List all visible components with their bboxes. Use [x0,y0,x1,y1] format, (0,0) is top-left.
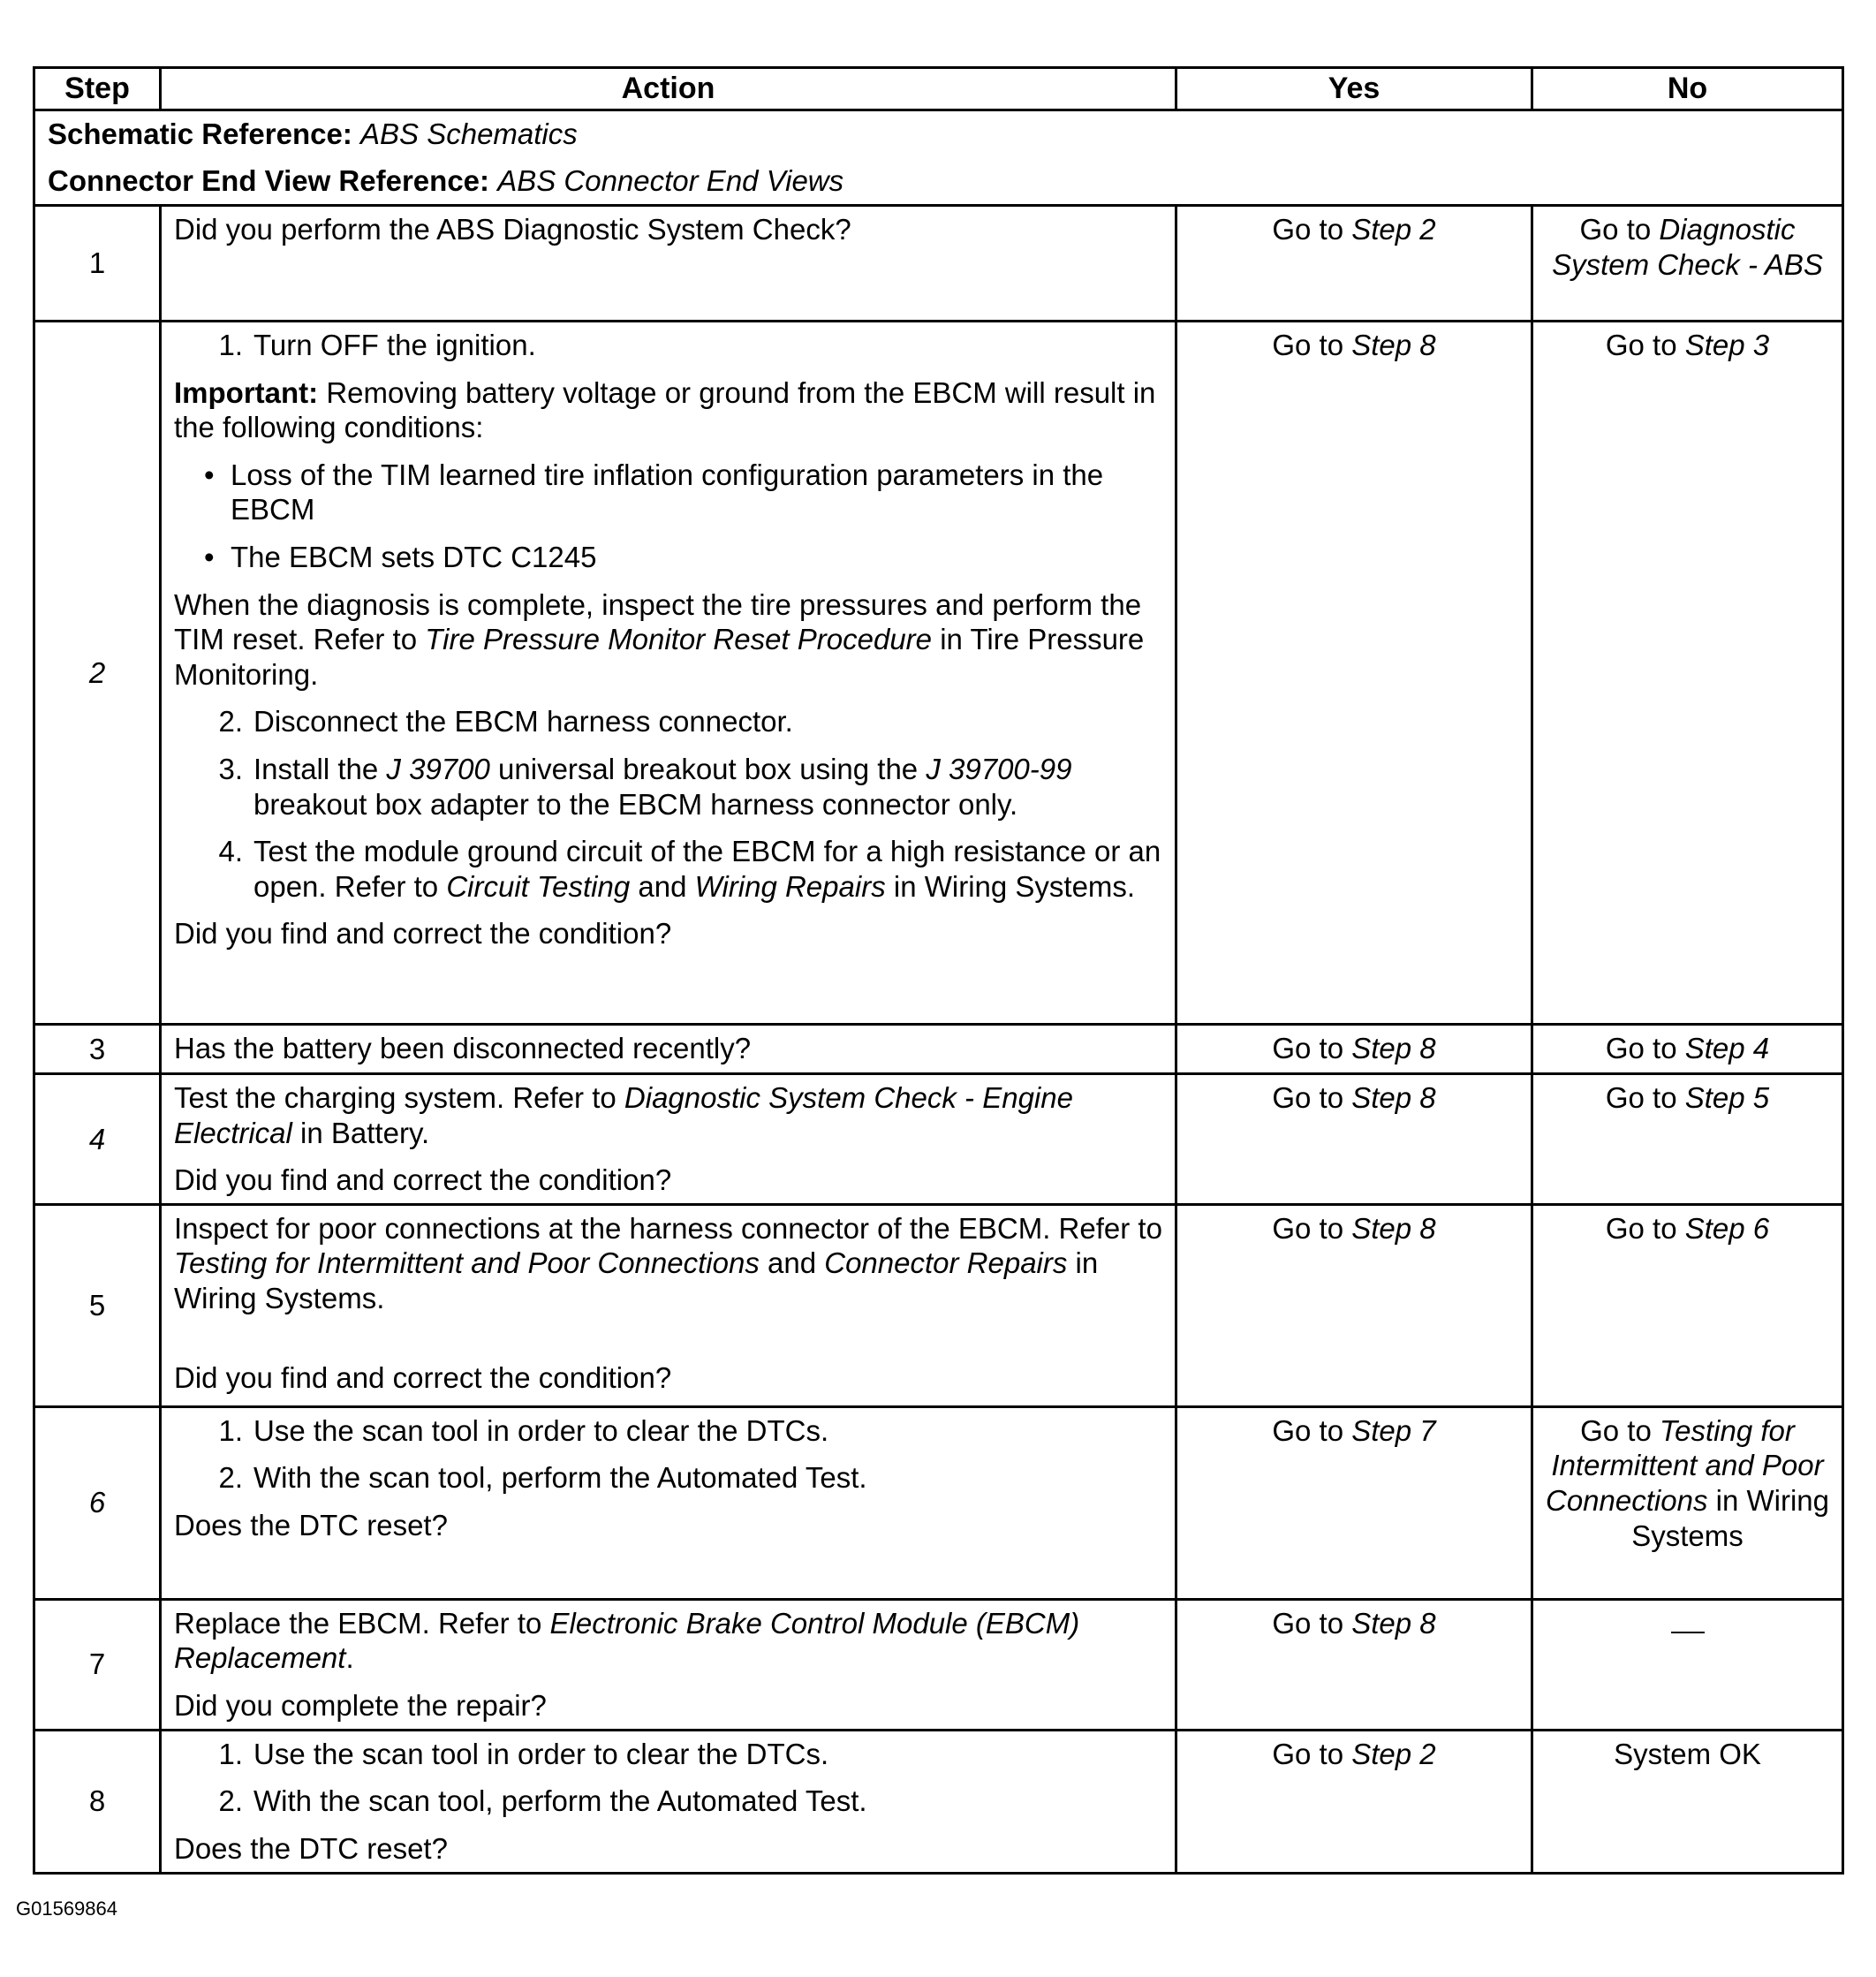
header-action: Action [161,68,1176,110]
table-row [34,1599,1843,1730]
header-yes: Yes [1176,68,1532,110]
yes-cell: Go to Step 8 [1176,1024,1532,1073]
no-cell: Go to Step 3 [1532,321,1843,1024]
yes-cell: Go to Step 8 [1176,1073,1532,1204]
diagnostic-table [33,66,1844,1875]
connector-reference: Connector End View Reference: ABS Connector End Views [48,164,844,198]
table-row [34,205,1843,321]
table-row [34,1024,1843,1073]
yes-cell: Go to Step 2 [1176,205,1532,321]
action-cell: 1. Turn OFF the ignition. Important: Removing battery voltage or ground from the EBCM will result in the following conditions: • Loss of the TIM learned tire inflation configuration parameters in the EBCM • The EBCM sets DTC C1245 When the diagnosis is complete, inspect the tire pressures and perform the TIM reset. Refer to Tire Pressure Monitor Reset Procedure in Tire Pressure Monitoring. 2. Disconnect the EBCM harness connector. 3. Install the J 39700 universal breakout box using the J 39700-99 breakout box adapter to the EBCM harness connector only. 4. Test the module ground circuit of the EBCM for a high resistance or an open. Refer to Circuit Testing and Wiring Repairs in Wiring Systems. Did you find and correct the condition? [161,321,1176,1024]
step-number: 3 [34,1024,161,1073]
step-number: 5 [34,1204,161,1406]
action-cell: Has the battery been disconnected recently? [161,1024,1176,1073]
reference-row [34,110,1843,205]
action-cell: 1. Use the scan tool in order to clear the DTCs. 2. With the scan tool, perform the Automated Test. Does the DTC reset? [161,1730,1176,1873]
step-number: 8 [34,1730,161,1873]
yes-cell: Go to Step 2 [1176,1730,1532,1873]
no-cell: Go to Step 6 [1532,1204,1843,1406]
yes-cell: Go to Step 8 [1176,1599,1532,1730]
no-cell: System OK [1532,1730,1843,1873]
no-cell [1532,1599,1843,1730]
step-number: 4 [34,1073,161,1204]
table-row [34,1406,1843,1599]
action-cell: 1. Use the scan tool in order to clear the DTCs. 2. With the scan tool, perform the Automated Test. Does the DTC reset? [161,1406,1176,1599]
action-cell: Replace the EBCM. Refer to Electronic Brake Control Module (EBCM) Replacement. Did you complete the repair? [161,1599,1176,1730]
step-number: 1 [34,205,161,321]
reference-cell [34,110,1843,205]
table-row [34,1204,1843,1406]
yes-cell: Go to Step 7 [1176,1406,1532,1599]
header-step: Step [34,68,161,110]
header-no: No [1532,68,1843,110]
step-number: 2 [34,321,161,1024]
table-row [34,321,1843,1024]
step-number: 7 [34,1599,161,1730]
table-row [34,1073,1843,1204]
table-row [34,1730,1843,1873]
figure-id: G01569864 [16,1897,117,1920]
no-cell: Go to Diagnostic System Check - ABS [1532,205,1843,321]
action-cell: Did you perform the ABS Diagnostic System Check? [161,205,1176,321]
no-cell: Go to Testing for Intermittent and Poor Connections in Wiring Systems [1532,1406,1843,1599]
action-cell: Test the charging system. Refer to Diagnostic System Check - Engine Electrical in Battery. Did you find and correct the condition? [161,1073,1176,1204]
no-cell: Go to Step 5 [1532,1073,1843,1204]
action-cell: Inspect for poor connections at the harness connector of the EBCM. Refer to Testing for Intermittent and Poor Connections and Connector Repairs in Wiring Systems. Did you find and correct the condition? [161,1204,1176,1406]
no-cell: Go to Step 4 [1532,1024,1843,1073]
schematic-reference: Schematic Reference: ABS Schematics [48,117,578,150]
yes-cell: Go to Step 8 [1176,321,1532,1024]
step-number: 6 [34,1406,161,1599]
header-row [34,68,1843,110]
dash-mark [1671,1632,1705,1633]
yes-cell: Go to Step 8 [1176,1204,1532,1406]
